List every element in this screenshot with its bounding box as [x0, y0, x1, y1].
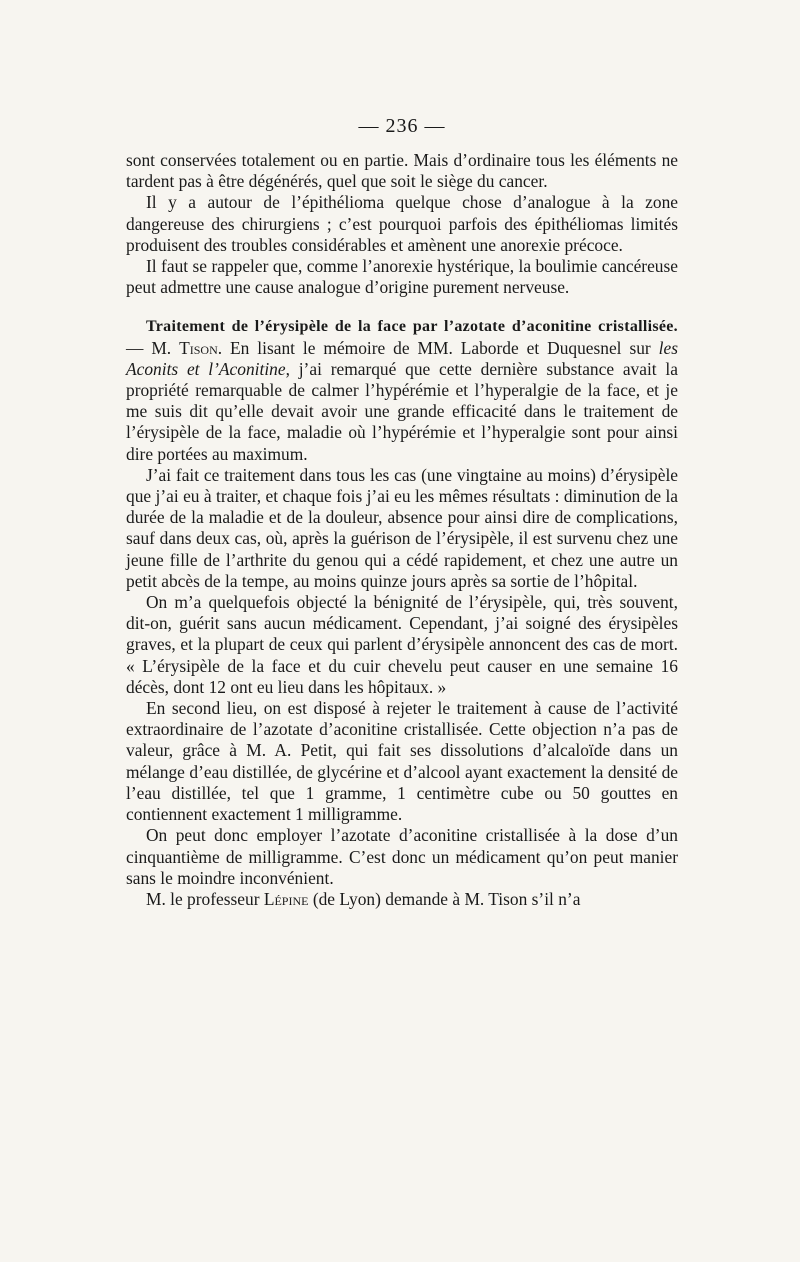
document-page	[126, 112, 678, 910]
paragraph-8: On peut donc employer l’azotate d’aconitine cristallisée à la dose d’un cinquantième de milligramme. C’est donc un médicament qu’on peut manier sans le moindre inconvénient.	[126, 825, 678, 888]
paragraph-5: J’ai fait ce traitement dans tous les cas (une vingtaine au moins) d’érysipèle que j’ai eu à traiter, et chaque fois j’ai eu les mêmes résultats : diminution de la durée de la maladie et de la douleur, absence pour ainsi dire de complications, sauf dans deux cas, où, après la guérison de l’érysipèle, il est survenu chez une jeune fille de l’arthrite du genou qui a cédé rapidement, et chez une autre un petit abcès de la tempe, au moins quinze jours après sa sortie de l’hôpital.	[126, 464, 678, 591]
paragraph-4-text-a: . En lisant le mémoire de MM. Laborde et Duquesnel sur	[217, 337, 659, 358]
paragraph-9-text-b: (de Lyon) demande à M. Tison s’il n’a	[308, 888, 581, 909]
paragraph-9-text-a: M. le professeur	[146, 888, 264, 909]
paragraph-2: Il y a autour de l’épithélioma quelque chose d’analogue à la zone dangereuse des chirurgiens ; c’est pourquoi parfois des épithéliomas limités produisent des troubles considérables et amènent une anorexie précoce.	[126, 192, 678, 255]
section-heading: Traitement de l’érysipèle de la face par l’azotate d’aconitine cristallisée.	[146, 318, 678, 336]
paragraph-7: En second lieu, on est disposé à rejeter le traitement à cause de l’activité extraordinaire de l’azotate d’aconitine cristallisée. Cette objection n’a pas de valeur, grâce à M. A. Petit, qui fait ses dissolutions d’alcaloïde dans un mélange d’eau distillée, de glycérine et d’alcool ayant exactement la densité de l’eau distillée, tel que 1 gramme, 1 centimètre cube ou 50 gouttes en contiennent exactement 1 milligramme.	[126, 698, 678, 825]
page-number: — 236 —	[358, 115, 446, 137]
section-paragraph-traitement	[126, 315, 678, 464]
book-title: les Aconits et l’Aconitine	[126, 337, 678, 379]
paragraph-1: sont conservées totalement ou en partie. Mais d’ordinaire tous les éléments ne tardent pas à être dégénérés, quel que soit le siège du cancer.	[126, 150, 678, 192]
body-text	[126, 150, 678, 910]
paragraph-9	[126, 889, 678, 910]
professor-name: Lépine	[263, 888, 309, 909]
heading-separator: — M.	[126, 337, 180, 358]
author-name: Tison	[179, 337, 218, 358]
paragraph-6: On m’a quelquefois objecté la bénignité de l’érysipèle, qui, très souvent, dit-on, guérit sans aucun médicament. Cependant, j’ai soigné des érysipèles graves, et la plupart de ceux qui parlent d’érysipèle annoncent des cas de mort. « L’érysipèle de la face et du cuir chevelu peut causer en une semaine 16 décès, dont 12 ont eu lieu dans les hôpitaux. »	[126, 592, 678, 697]
paragraph-3: Il faut se rappeler que, comme l’anorexie hystérique, la boulimie cancéreuse peut admettre une cause analogue d’origine purement nerveuse.	[126, 256, 678, 298]
paragraph-4-text-b: , j’ai remarqué que cette dernière substance avait la propriété remarquable de calmer l’hypérémie et l’hyperalgie de la face, et je me suis dit qu’elle devait avoir une grande efficacité dans le traitement de l’érysipèle de la face, maladie où l’hypérémie et l’hyperalgie sont pour ainsi dire portées au maximum.	[126, 358, 678, 464]
